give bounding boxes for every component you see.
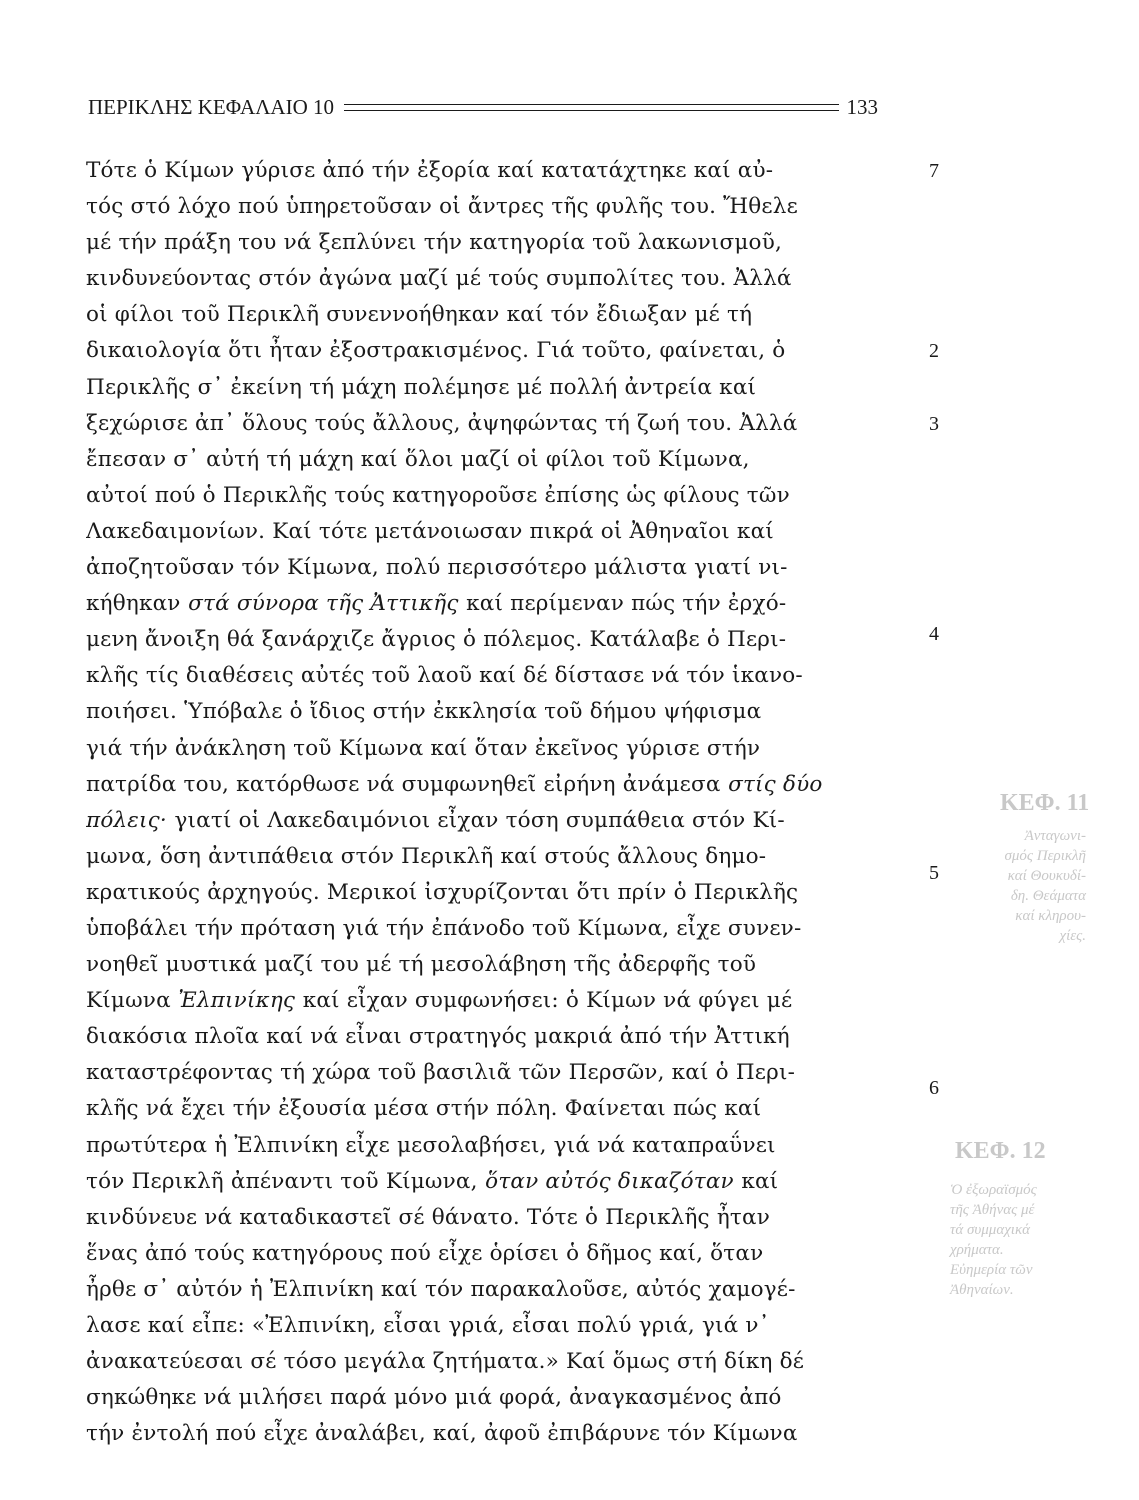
bleed-note: Ἀνταγωνι- σμός Περικλῆ καί Θουκυδί- δη. Θεάματα καί κληρου- χίες. <box>1004 828 1086 944</box>
bleed-heading: ΚΕΦ. 12 <box>955 1138 1046 1164</box>
section-number: 3 <box>929 413 939 435</box>
text-line: πρωτύτερα ἡ Ἐλπινίκη εἶχε μεσολαβήσει, γιά νά καταπραΰνει <box>86 1132 776 1158</box>
text-line: αὐτοί πού ὁ Περικλῆς τούς κατηγοροῦσε ἐπίσης ὡς φίλους τῶν <box>86 482 790 508</box>
page-number: 133 <box>846 94 878 119</box>
text-line: ξεχώρισε ἀπ᾿ ὅλους τούς ἄλλους, ἀψηφώντας τή ζωή του. Ἀλλά <box>86 410 798 436</box>
body-text <box>86 153 888 1452</box>
italic-phrase: ὅταν αὐτός δικαζόταν <box>485 1168 734 1194</box>
text-line: διακόσια πλοῖα καί νά εἶναι στρατηγός μακριά ἀπό τήν Ἀττική <box>86 1024 790 1050</box>
section-number: 7 <box>929 160 939 182</box>
text-line: κλῆς τίς διαθέσεις αὐτές τοῦ λαοῦ καί δέ δίστασε νά τόν ἱκανο- <box>86 663 803 689</box>
text-line: πατρίδα του, κατόρθωσε νά συμφωνηθεῖ εἰρήνη ἀνάμεσα στίς δύο <box>86 767 888 803</box>
text-line: γιά τήν ἀνάκληση τοῦ Κίμωνα καί ὅταν ἐκεῖνος γύρισε στήν <box>86 735 761 761</box>
text-line: ἀνακατεύεσαι σέ τόσο μεγάλα ζητήματα.» Καί ὅμως στή δίκη δέ <box>86 1349 805 1375</box>
text-line: σηκώθηκε νά μιλήσει παρά μόνο μιά φορά, ἀναγκασμένος ἀπό <box>86 1385 782 1411</box>
italic-phrase: πόλεις· <box>86 807 167 833</box>
italic-phrase: στίς δύο <box>728 771 823 797</box>
text-line: μέ τήν πράξη του νά ξεπλύνει τήν κατηγορία τοῦ λακωνισμοῦ, <box>86 230 782 256</box>
text-line: Περικλῆς σ᾿ ἐκείνη τή μάχη πολέμησε μέ πολλή ἀντρεία καί <box>86 374 757 400</box>
text-line: Κίμωνα Ἐλπινίκης καί εἶχαν συμφωνήσει: ὁ Κίμων νά φύγει μέ <box>86 983 888 1019</box>
section-number: 5 <box>929 862 939 884</box>
running-header <box>88 92 878 122</box>
text-line: τός στό λόχο πού ὑπηρετοῦσαν οἱ ἄντρες τῆς φυλῆς του. Ἤθελε <box>86 194 798 220</box>
section-number: 2 <box>929 340 939 362</box>
text-line: μωνα, ὅση ἀντιπάθεια στόν Περικλῆ καί στούς ἄλλους δημο- <box>86 843 767 869</box>
text-line: ὑποβάλει τήν πρόταση γιά τήν ἐπάνοδο τοῦ Κίμωνα, εἶχε συνεν- <box>86 915 802 941</box>
text-line: ἕνας ἀπό τούς κατηγόρους πού εἶχε ὁρίσει ὁ δῆμος καί, ὅταν <box>86 1240 764 1266</box>
italic-phrase: Ἐλπινίκης <box>178 988 296 1014</box>
header-double-rule <box>344 104 838 111</box>
section-number: 6 <box>929 1077 939 1099</box>
text-line: κήθηκαν στά σύνορα τῆς Ἀττικῆς καί περίμεναν πώς τήν ἐρχό- <box>86 586 888 622</box>
text-line: κινδύνευε νά καταδικαστεῖ σέ θάνατο. Τότε ὁ Περικλῆς ἦταν <box>86 1204 770 1230</box>
text-line: ἀποζητοῦσαν τόν Κίμωνα, πολύ περισσότερο μάλιστα γιατί νι- <box>86 555 788 581</box>
text-line: ποιήσει. Ὑπόβαλε ὁ ἴδιος στήν ἐκκλησία τοῦ δήμου ψήφισμα <box>86 699 762 725</box>
text-line: οἱ φίλοι τοῦ Περικλῆ συνεννοήθηκαν καί τόν ἔδιωξαν μέ τή <box>86 302 753 328</box>
bleed-note: Ὁ ἐξωραϊσμός τῆς Ἀθήνας μέ τά συμμαχικά χρήματα. Εὐημερία τῶν Ἀθηναίων. <box>950 1182 1037 1298</box>
text-line: καταστρέφοντας τή χώρα τοῦ βασιλιᾶ τῶν Περσῶν, καί ὁ Περι- <box>86 1060 796 1086</box>
italic-phrase: στά σύνορα τῆς Ἀττικῆς <box>188 591 459 617</box>
text-line: κλῆς νά ἔχει τήν ἐξουσία μέσα στήν πόλη. Φαίνεται πώς καί <box>86 1096 762 1122</box>
text-line: κρατικούς ἀρχηγούς. Μερικοί ἰσχυρίζονται ὅτι πρίν ὁ Περικλῆς <box>86 879 799 905</box>
text-line: ἦρθε σ᾿ αὐτόν ἡ Ἐλπινίκη καί τόν παρακαλοῦσε, αὐτός χαμογέ- <box>86 1276 796 1302</box>
text-line: πόλεις· γιατί οἱ Λακεδαιμόνιοι εἶχαν τόση συμπάθεια στόν Κί- <box>86 803 888 839</box>
text-line: νοηθεῖ μυστικά μαζί του μέ τή μεσολάβηση τῆς ἀδερφῆς τοῦ <box>86 952 757 978</box>
text-line: τόν Περικλῆ ἀπέναντι τοῦ Κίμωνα, ὅταν αὐτός δικαζόταν καί <box>86 1164 888 1200</box>
text-line: Τότε ὁ Κίμων γύρισε ἀπό τήν ἐξορία καί κατατάχτηκε καί αὐ- <box>86 158 774 183</box>
text-line: ἔπεσαν σ᾿ αὐτή τή μάχη καί ὅλοι μαζί οἱ φίλοι τοῦ Κίμωνα, <box>86 446 750 472</box>
text-line: μενη ἄνοιξη θά ξανάρχιζε ἄγριος ὁ πόλεμος. Κατάλαβε ὁ Περι- <box>86 627 787 653</box>
text-line: τήν ἐντολή πού εἶχε ἀναλάβει, καί, ἀφοῦ ἐπιβάρυνε τόν Κίμωνα <box>86 1421 798 1447</box>
header-title: ΠΕΡΙΚΛΗΣ ΚΕΦΑΛΑΙΟ 10 <box>88 94 335 119</box>
text-line: δικαιολογία ὅτι ἦταν ἐξοστρακισμένος. Γιά τοῦτο, φαίνεται, ὁ <box>86 338 786 364</box>
text-line: λασε καί εἶπε: «Ἐλπινίκη, εἶσαι γριά, εἶσαι πολύ γριά, γιά ν᾿ <box>86 1313 770 1338</box>
text-line: κινδυνεύοντας στόν ἀγώνα μαζί μέ τούς συμπολίτες του. Ἀλλά <box>86 266 792 292</box>
text-line: Λακεδαιμονίων. Καί τότε μετάνοιωσαν πικρά οἱ Ἀθηναῖοι καί <box>86 518 774 544</box>
section-number: 4 <box>929 623 939 645</box>
bleed-heading: ΚΕΦ. 11 <box>1000 790 1090 816</box>
